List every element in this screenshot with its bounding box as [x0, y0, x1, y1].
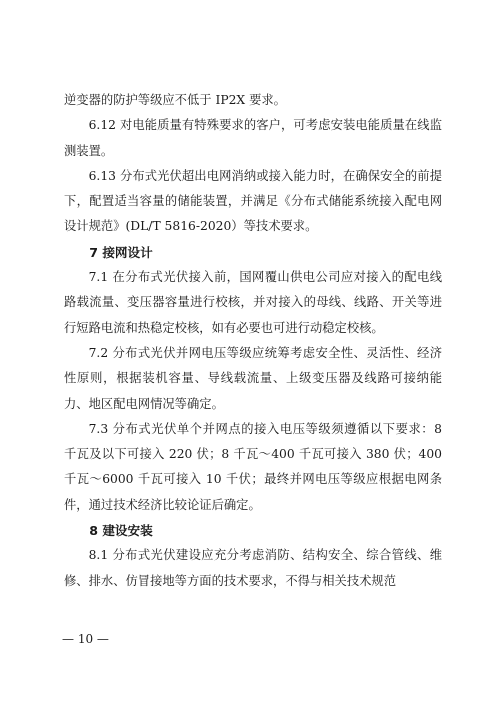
paragraph-7-1: 7.1 在分布式光伏接入前，国网覆山供电公司应对接入的配电线路载流量、变压器容量进行校核，并对接入的母线、线路、开关等进行短路电流和热稳定校核，如有必要也可进行动稳定校核。: [64, 270, 442, 335]
section-heading-7: 7 接网设计: [89, 244, 153, 260]
paragraph-7-3: 7.3 分布式光伏单个并网点的接入电压等级须遵循以下要求：8 千瓦及以下可接入 220 伏；8 千瓦～400 千瓦可接入 380 伏；400 千瓦～6000 千瓦可接入 10 千伏；最终并网电压等级应根据电网条件，通过技术经济比较论证后确定。: [64, 421, 442, 512]
body-text: [64, 88, 442, 594]
section-heading-8: 8 建设安装: [89, 523, 153, 539]
paragraph-inverter-protection: 逆变器的防护等级应不低于 IP2X 要求。: [64, 93, 286, 107]
paragraph-7-2: 7.2 分布式光伏并网电压等级应统筹考虑安全性、灵活性、经济性原则，根据装机容量、导线载流量、上级变压器及线路可接纳能力、地区配电网情况等确定。: [64, 345, 442, 411]
paragraph-6-13: 6.13 分布式光伏超出电网消纳或接入能力时，在确保安全的前提下，配置适当容量的储能装置，并满足《分布式储能系统接入配电网设计规范》(DL/T 5816-2020）等技术要求。: [64, 168, 442, 234]
paragraph-6-12: 6.12 对电能质量有特殊要求的客户，可考虑安装电能质量在线监测装置。: [64, 118, 442, 158]
page-number: — 10 —: [62, 632, 109, 646]
paragraph-8-1: 8.1 分布式光伏建设应充分考虑消防、结构安全、综合管线、维修、排水、仿冒接地等方面的技术要求，不得与相关技术规范: [64, 548, 442, 588]
